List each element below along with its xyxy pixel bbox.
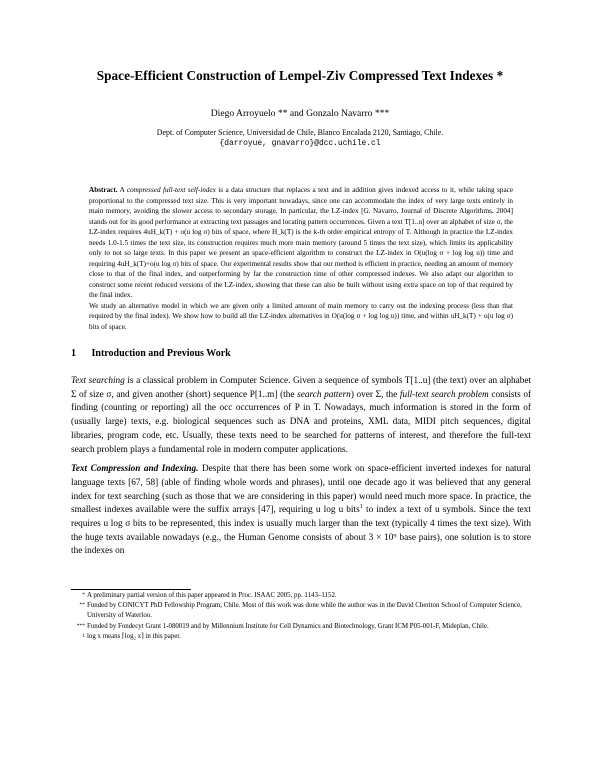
footnote-text: Funded by Fondecyt Grant 1-080019 and by Millennium Institute for Cell Dynamics and Biotechnology, Grant ICM P05-001-F, Mideplan, Chile.	[87, 622, 489, 630]
footnote-mark: 1	[82, 632, 85, 639]
abstract-label: Abstract.	[89, 186, 118, 194]
footnote	[71, 591, 531, 601]
paragraph-heading: Text Compression and Indexing.	[71, 464, 199, 475]
abstract-emphasis: compressed full-text self-index	[126, 186, 216, 194]
body-paragraph-1	[71, 375, 531, 457]
abstract-lead: A	[119, 186, 125, 194]
abstract-text: is a data structure that replaces a text and in addition gives indexed access to it, while taking space proportional to the compressed text size. This is very important nowadays, since one can accommodate the index of very large texts entirely in main memory, avoiding the slower access to secondary storage. In particular, the LZ-index [G. Navarro, Journal of Discrete Algorithms, 2004] stands out for its good performance at extracting text passages and locating pattern occurrences. Given a text T[1..u] over an alphabet of size σ, the LZ-index requires 4uH_k(T) + o(u log σ) bits of space, where H_k(T) is the k-th order empirical entropy of T. Although in practice the LZ-index needs 1.0-1.5 times the text size, its construction requires much more main memory (around 5 times the text size), which limits its applicability only to not so large texts. In this paper we present an space-efficient algorithm to construct the LZ-index in O(u(log σ + log log u)) time and requiring 4uH_k(T)+o(u log σ) bits of space. Our experimental results show that our method is efficient in practice, needing an amount of memory close to that of the final index, and outperforming by far the construction time of other compressed indexes. We also adapt our algorithm to construct some recent reduced versions of the LZ-index, showing that these can also be built without using extra space on top of that required by the final index.	[89, 186, 514, 299]
footnote	[71, 601, 531, 621]
abstract-paragraph-1	[89, 185, 513, 301]
footnote-rule	[71, 589, 191, 590]
section-heading	[71, 348, 531, 359]
body-text	[71, 375, 531, 559]
abstract	[89, 185, 513, 332]
affiliation-block	[40, 127, 560, 149]
body-emphasis: full-text search problem	[399, 389, 489, 400]
paper-title: Space-Efficient Construction of Lempel-Ziv Compressed Text Indexes *	[96, 68, 504, 83]
affiliation: Dept. of Computer Science, Universidad de Chile, Blanco Encalada 2120, Santiago, Chile.	[156, 128, 444, 137]
footnote-marker: 1	[359, 503, 363, 511]
body-text-span: to index a text of u symbols. Since the text requires u log σ bits to be represented, this index is usually much larger than the text (typically 4 times the text size). With the huge texts available nowadays (e.g., the Human Genome consists of about 3 × 10⁹ base pairs), one solution is to store the indexes on	[71, 505, 531, 557]
body-text-span: ) over Σ, the	[350, 389, 398, 400]
footnote-mark: *	[82, 592, 85, 598]
footnote-mark: **	[79, 602, 85, 609]
footnote	[71, 632, 531, 642]
body-emphasis: search pattern	[297, 389, 351, 400]
footnote-text: log x means ⌈log₂ x⌉ in this paper.	[87, 632, 181, 640]
body-emphasis: Text searching	[71, 376, 125, 386]
abstract-paragraph-2: We study an alternative model in which we are given only a limited amount of main memory to carry out the indexing process (less than that required by the final index). We show how to build all the LZ-index alternatives in O(u(log σ + log log u)) time, and within uH_k(T) + o(u log σ) bits of space.	[89, 301, 513, 331]
footnote-text: A preliminary partial version of this paper appeared in Proc. ISAAC 2005, pp. 1143–1152.	[87, 592, 337, 599]
body-text-span: consists of finding (counting or reporting) all the occ occurrences of P in T. Nowadays, much information is stored in the form of (usually large) texts, e.g. biological sequences such as DNA and proteins, XML data, MIDI pitch sequences, digital libraries, program code, etc. Usually, these texts need to be searched for patterns of interest, and therefore the full-text search problem plays a fundamental role in modern computer applications.	[71, 389, 532, 455]
author-line: Diego Arroyuelo ** and Gonzalo Navarro ***	[210, 108, 390, 119]
body-text-span: Despite that there has been some work on space-efficient inverted indexes for natural language texts [67, 58] (able of finding whole words and phrases), until one decade ago it was believed that any general index for text searching (such as those that we are considering in this paper) would need much more space. In practice, the smallest indexes available were the suffix arrays [47], requiring u log u bits	[71, 464, 531, 516]
footnote-text: Funded by CONICYT PhD Fellowship Program, Chile. Most of this work was done while the author was in the David Cheriton School of Computer Science, University of Waterloo.	[87, 602, 522, 620]
footnotes	[71, 591, 531, 642]
section-title: Introduction and Previous Work	[91, 348, 231, 359]
footnote	[71, 622, 531, 632]
section-number: 1	[71, 348, 76, 359]
body-text-span: is a classical problem in Computer Science. Given a sequence of symbols T[1..u] (the text) over an alphabet Σ of size σ, and given another (short) sequence P[1..m] (the	[71, 376, 532, 400]
footnote-mark: ***	[76, 622, 85, 629]
author-emails: {darroyue, gnavarro}@dcc.uchile.cl	[219, 139, 381, 148]
body-paragraph-2	[71, 463, 531, 559]
